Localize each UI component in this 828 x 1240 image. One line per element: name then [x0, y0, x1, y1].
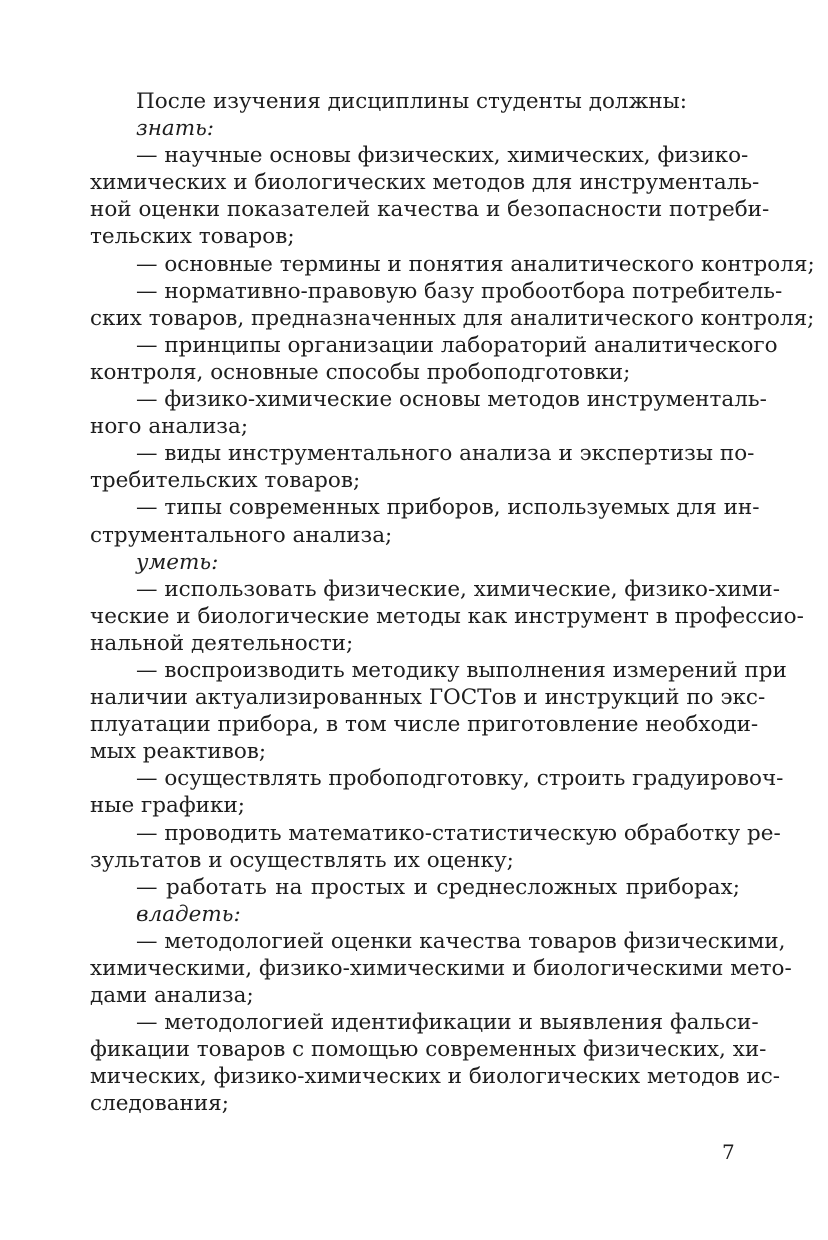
text-line: После изучения дисциплины студенты должны: — [136, 89, 688, 114]
text-line: ческие и биологические методы как инструмент в профессио- — [90, 603, 804, 629]
text-line: — типы современных приборов, используемых для ин- — [136, 495, 760, 521]
text-line: — физико-химические основы методов инструменталь- — [136, 387, 767, 413]
section-heading: уметь: — [136, 549, 219, 575]
text-line: требительских товаров; — [90, 468, 361, 494]
page-number: 7 — [722, 1140, 735, 1164]
text-line: — виды инструментального анализа и экспертизы по- — [136, 441, 755, 467]
text-line: химических и биологических методов для инструменталь- — [90, 170, 760, 196]
text-line: струментального анализа; — [90, 522, 393, 548]
text-line: — научные основы физических, химических, физико- — [136, 143, 749, 169]
text-line: наличии актуализированных ГОСТов и инструкций по экс- — [90, 685, 766, 711]
text-line: — методологией оценки качества товаров физическими, — [136, 928, 786, 954]
text-line: — принципы организации лабораторий аналитического — [136, 332, 778, 358]
section-heading: владеть: — [136, 901, 241, 927]
text-line: ной оценки показателей качества и безопасности потреби- — [90, 197, 770, 223]
text-line: химическими, физико-химическими и биологическими мето- — [90, 956, 792, 981]
text-line: — осуществлять пробоподготовку, строить градуировоч- — [136, 766, 784, 792]
text-line: тельских товаров; — [90, 224, 295, 250]
text-line: ских товаров, предназначенных для аналитического контроля; — [90, 305, 815, 331]
text-line: — нормативно-правовую базу пробоотбора потребитель- — [136, 278, 783, 304]
text-line: мых реактивов; — [90, 739, 267, 765]
text-line: ного анализа; — [90, 414, 249, 440]
text-line: — воспроизводить методику выполнения измерений при — [136, 657, 787, 683]
text-line: следования; — [90, 1091, 229, 1117]
text-line: — работать на простых и среднесложных приборах; — [136, 874, 740, 900]
text-line: — основные термины и понятия аналитического контроля; — [136, 251, 815, 277]
text-line: — использовать физические, химические, физико-хими- — [136, 576, 781, 602]
text-line: — проводить математико-статистическую обработку ре- — [136, 820, 781, 846]
page-body — [90, 88, 815, 1118]
text-line: дами анализа; — [90, 983, 254, 1009]
text-line: нальной деятельности; — [90, 630, 354, 656]
text-line: ные графики; — [90, 793, 246, 819]
text-line: контроля, основные способы пробоподготовки; — [90, 359, 631, 385]
text-line: плуатации прибора, в том числе приготовление необходи- — [90, 712, 759, 738]
text-line: мических, физико-химических и биологических методов ис- — [90, 1064, 780, 1090]
section-heading: знать: — [136, 116, 215, 142]
text-line: фикации товаров с помощью современных физических, хи- — [90, 1037, 767, 1063]
text-line: зультатов и осуществлять их оценку; — [90, 847, 514, 873]
text-line: — методологией идентификации и выявления фальси- — [136, 1010, 759, 1036]
